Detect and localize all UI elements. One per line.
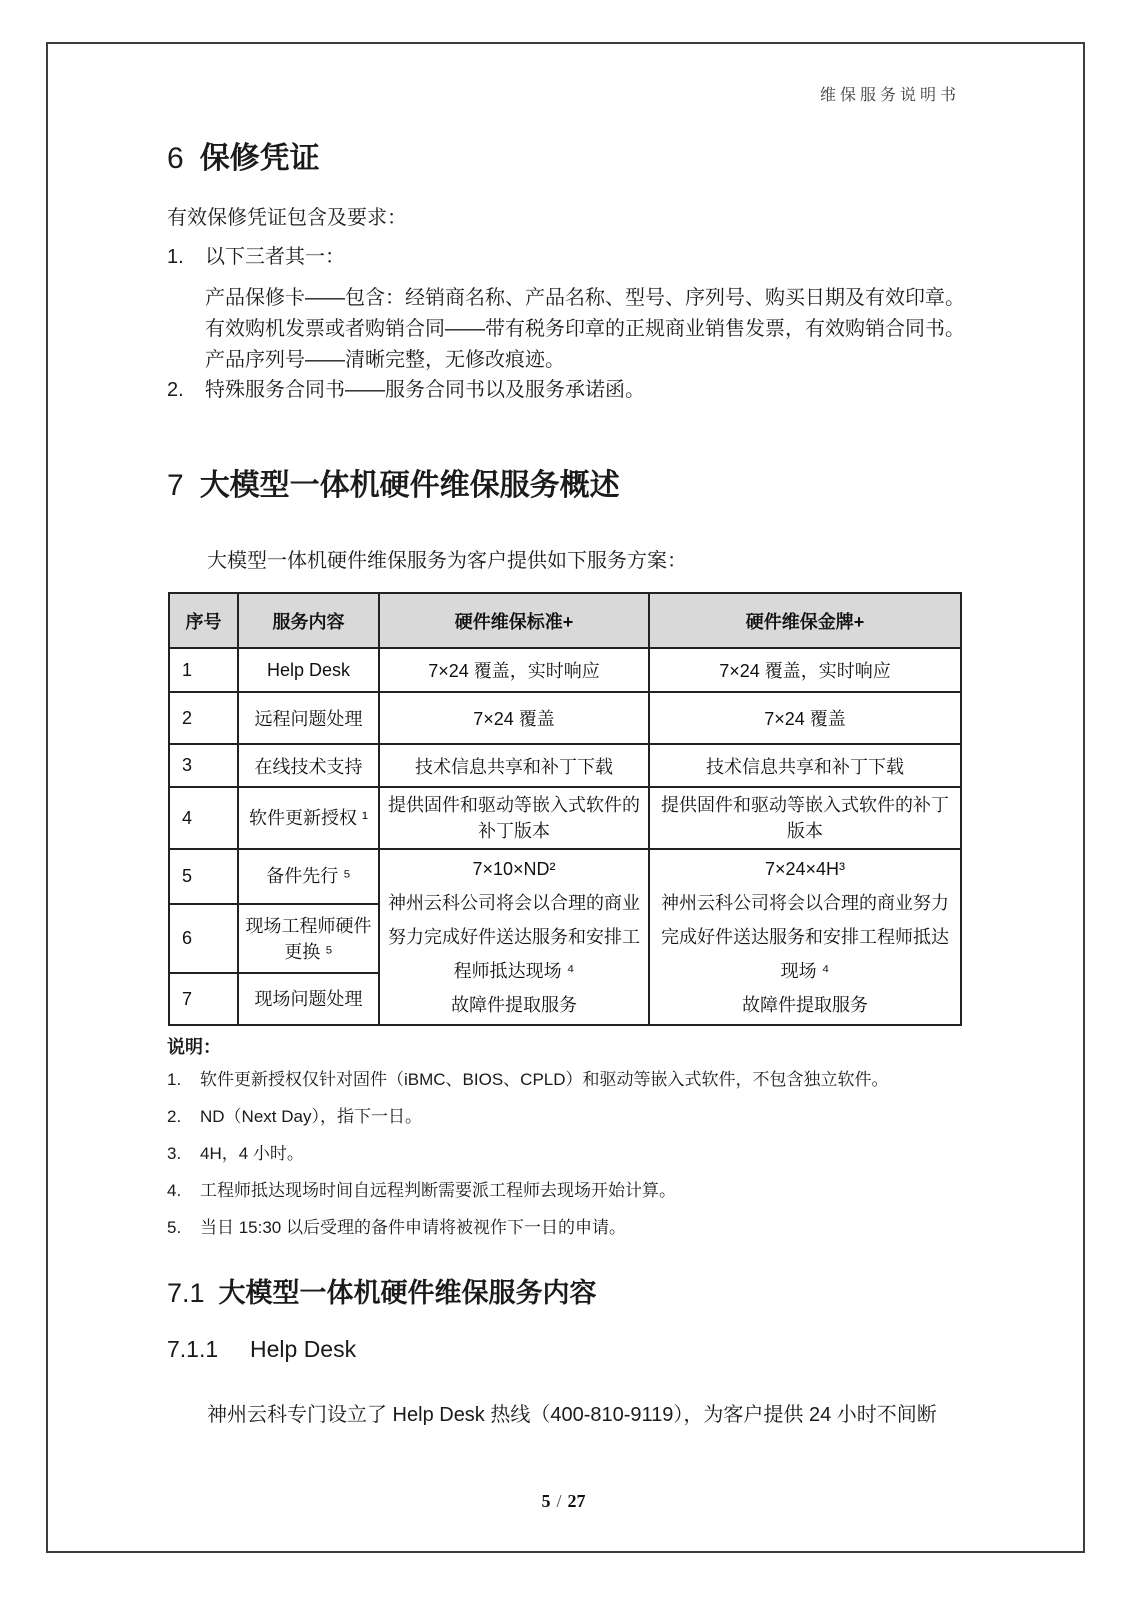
section-7-1-1-title: Help Desk — [250, 1336, 357, 1362]
merged-gold-line-3: 故障件提取服务 — [742, 995, 868, 1015]
table-row — [169, 849, 961, 904]
table-header-row — [169, 593, 961, 648]
note-2-text: ND（Next Day），指下一日。 — [200, 1107, 422, 1126]
section-7-1-1-heading — [167, 1336, 356, 1363]
list-item-1 — [167, 245, 345, 269]
section-7-1-heading — [167, 1277, 597, 1309]
row-6-no: 6 — [169, 904, 238, 973]
row-7-no: 7 — [169, 973, 238, 1025]
merged-gold-line-1: 7×24×4H³ — [764, 859, 846, 879]
section-7-1-title: 大模型一体机硬件维保服务内容 — [218, 1278, 597, 1308]
note-item — [167, 1144, 960, 1164]
footer-current-page: 5 — [541, 1491, 551, 1511]
table-row — [169, 648, 961, 692]
section-6-heading — [167, 143, 320, 175]
row-3-service: 在线技术支持 — [238, 744, 379, 787]
list-item-1-details — [205, 283, 967, 376]
section-7-heading — [167, 470, 620, 502]
section-7-intro: 大模型一体机硬件维保服务为客户提供如下服务方案： — [207, 550, 687, 572]
merged-gold-cell — [649, 849, 961, 1025]
detail-line-3: 产品序列号——清晰完整，无修改痕迹。 — [205, 349, 565, 371]
table-row — [169, 744, 961, 787]
list-item-1-number: 1. — [167, 246, 184, 268]
document-header-title: 维保服务说明书 — [819, 87, 960, 104]
merged-standard-line-2: 神州云科公司将会以合理的商业努力完成好件送达服务和安排工程师抵达现场 ⁴ — [388, 893, 640, 981]
row-1-standard: 7×24 覆盖，实时响应 — [379, 648, 649, 692]
row-2-service: 远程问题处理 — [238, 692, 379, 744]
col-header-index: 序号 — [169, 593, 238, 648]
col-header-standard: 硬件维保标准+ — [379, 593, 649, 648]
row-3-no: 3 — [169, 744, 238, 787]
row-6-service: 现场工程师硬件更换 ⁵ — [238, 904, 379, 973]
col-header-gold: 硬件维保金牌+ — [649, 593, 961, 648]
note-item — [167, 1070, 960, 1090]
note-4-number: 4. — [167, 1181, 182, 1200]
section-6-intro: 有效保修凭证包含及要求： — [167, 207, 407, 229]
merged-standard-line-1: 7×10×ND² — [472, 859, 556, 879]
row-2-gold: 7×24 覆盖 — [649, 692, 961, 744]
merged-standard-cell — [379, 849, 649, 1025]
section-6-number: 6 — [167, 142, 184, 175]
merged-standard-line-3: 故障件提取服务 — [451, 995, 577, 1015]
table-row — [169, 692, 961, 744]
section-7-number: 7 — [167, 469, 184, 502]
row-3-standard: 技术信息共享和补丁下载 — [379, 744, 649, 787]
list-item-1-text: 以下三者其一： — [205, 246, 345, 268]
row-1-service: Help Desk — [238, 648, 379, 692]
note-1-number: 1. — [167, 1070, 182, 1089]
row-2-standard: 7×24 覆盖 — [379, 692, 649, 744]
note-1-text: 软件更新授权仅针对固件（iBMC、BIOS、CPLD）和驱动等嵌入式软件，不包含独立软件。 — [200, 1070, 889, 1089]
table-row — [169, 787, 961, 849]
footer-total-pages: 27 — [567, 1491, 586, 1511]
note-3-number: 3. — [167, 1144, 182, 1163]
page-footer — [167, 1491, 960, 1512]
row-1-no: 1 — [169, 648, 238, 692]
row-2-no: 2 — [169, 692, 238, 744]
note-3-text: 4H，4 小时。 — [200, 1144, 304, 1163]
row-5-no: 5 — [169, 849, 238, 904]
note-item — [167, 1181, 960, 1201]
list-item-2-number: 2. — [167, 379, 184, 401]
row-1-gold: 7×24 覆盖，实时响应 — [649, 648, 961, 692]
note-5-number: 5. — [167, 1218, 182, 1237]
note-5-text: 当日 15:30 以后受理的备件申请将被视作下一日的申请。 — [200, 1218, 626, 1237]
note-4-text: 工程师抵达现场时间自远程判断需要派工程师去现场开始计算。 — [200, 1181, 676, 1200]
row-4-no: 4 — [169, 787, 238, 849]
row-5-service: 备件先行 ⁵ — [238, 849, 379, 904]
note-item — [167, 1218, 960, 1238]
section-7-1-number: 7.1 — [167, 1278, 205, 1308]
row-4-standard: 提供固件和驱动等嵌入式软件的补丁版本 — [379, 787, 649, 849]
footer-separator: / — [556, 1491, 562, 1511]
notes-label: 说明： — [167, 1037, 221, 1057]
section-7-title: 大模型一体机硬件维保服务概述 — [199, 469, 620, 502]
col-header-service: 服务内容 — [238, 593, 379, 648]
helpdesk-paragraph: 神州云科专门设立了 Help Desk 热线（400-810-9119），为客户提供 24 小时不间断 — [207, 1404, 937, 1426]
list-item-2 — [167, 378, 645, 402]
note-item — [167, 1107, 960, 1127]
section-6-title: 保修凭证 — [199, 142, 320, 175]
row-4-service: 软件更新授权 ¹ — [238, 787, 379, 849]
row-3-gold: 技术信息共享和补丁下载 — [649, 744, 961, 787]
service-plan-table — [168, 592, 962, 1026]
section-7-1-1-number: 7.1.1 — [167, 1336, 219, 1362]
detail-line-1: 产品保修卡——包含：经销商名称、产品名称、型号、序列号、购买日期及有效印章。 — [205, 287, 965, 309]
note-2-number: 2. — [167, 1107, 182, 1126]
list-item-2-text: 特殊服务合同书——服务合同书以及服务承诺函。 — [205, 379, 645, 401]
merged-gold-line-2: 神州云科公司将会以合理的商业努力完成好件送达服务和安排工程师抵达现场 ⁴ — [661, 893, 949, 981]
row-7-service: 现场问题处理 — [238, 973, 379, 1025]
detail-line-2: 有效购机发票或者购销合同——带有税务印章的正规商业销售发票，有效购销合同书。 — [205, 318, 965, 340]
row-4-gold: 提供固件和驱动等嵌入式软件的补丁版本 — [649, 787, 961, 849]
